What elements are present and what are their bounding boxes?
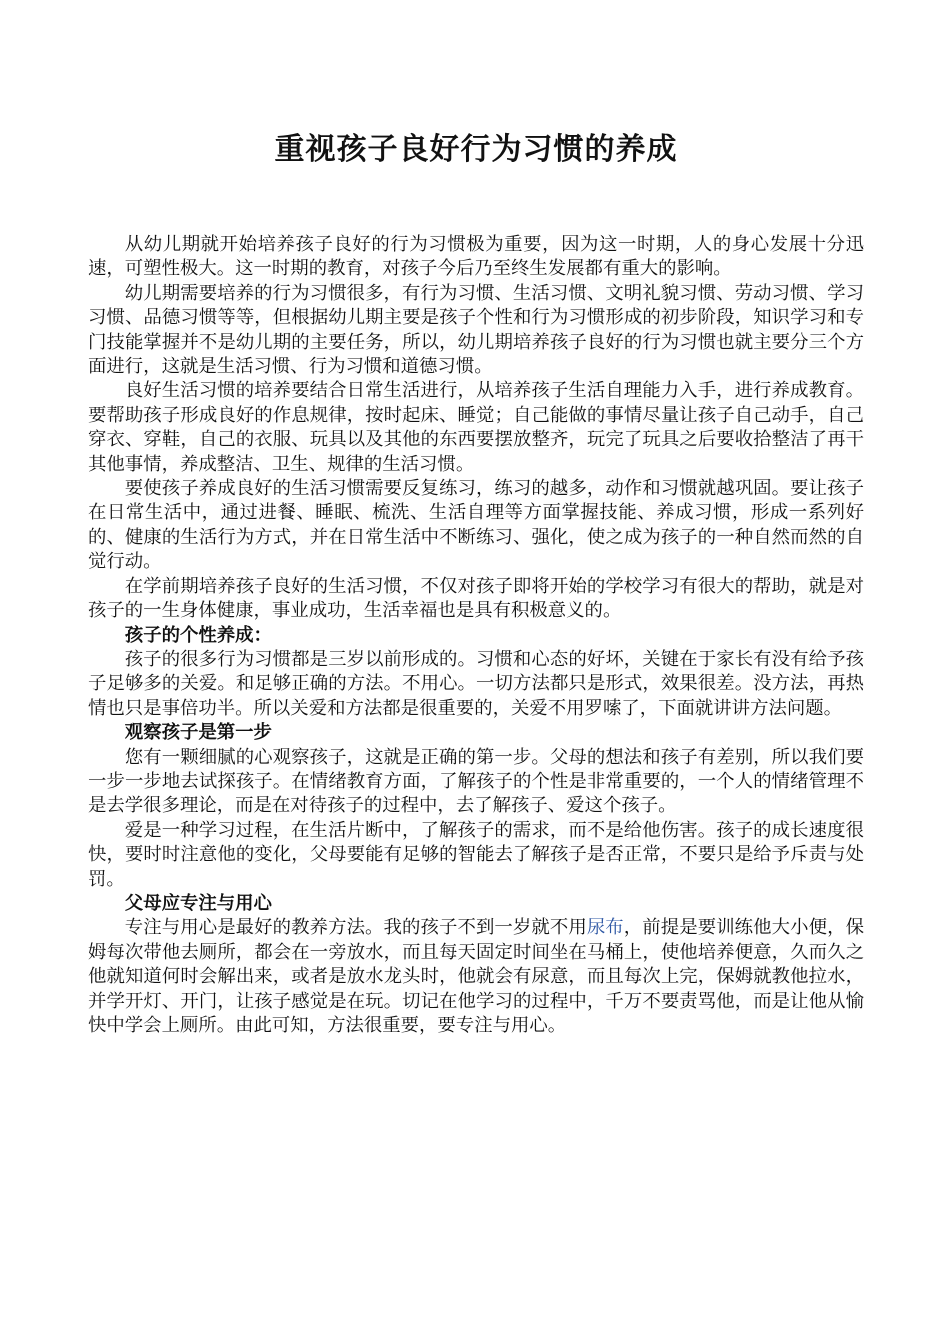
paragraph-habit-types: 幼儿期需要培养的行为习惯很多，有行为习惯、生活习惯、文明礼貌习惯、劳动习惯、学习习惯、品德习惯等等，但根据幼儿期主要是孩子个性和行为习惯形成的初步阶段，知识学习和专门技能掌握并不是幼儿期的主要任务，所以，幼儿期培养孩子良好的行为习惯也就主要分三个方面进行，这就是生活习惯、行为习惯和道德习惯。 [88, 282, 864, 378]
paragraph-observe: 您有一颗细腻的心观察孩子，这就是正确的第一步。父母的想法和孩子有差别，所以我们要一步一步地去试探孩子。在情绪教育方面，了解孩子的个性是非常重要的，一个人的情绪管理不是去学很多理论，而是在对待孩子的过程中，去了解孩子、爱这个孩子。 [88, 746, 864, 817]
section-heading-personality: 孩子的个性养成： [124, 624, 272, 646]
section-heading-observe: 观察孩子是第一步 [124, 722, 272, 744]
paragraph-preschool: 在学前期培养孩子良好的生活习惯，不仅对孩子即将开始的学校学习有很大的帮助，就是对孩子的一生身体健康，事业成功，生活幸福也是具有积极意义的。 [88, 575, 864, 622]
paragraph-focus [88, 916, 864, 1038]
diaper-link[interactable]: 尿布 [586, 917, 624, 939]
paragraph-love: 爱是一种学习过程，在生活片断中，了解孩子的需求，而不是给他伤害。孩子的成长速度很快，要时时注意他的变化，父母要能有足够的智能去了解孩子是否正常，不要只是给予斥责与处罚。 [88, 819, 864, 890]
paragraph-focus-text-before: 专注与用心是最好的教养方法。我的孩子不到一岁就不用 [124, 917, 587, 939]
paragraph-intro: 从幼儿期就开始培养孩子良好的行为习惯极为重要，因为这一时期，人的身心发展十分迅速，可塑性极大。这一时期的教育，对孩子今后乃至终生发展都有重大的影响。 [88, 234, 864, 280]
paragraph-focus-text-after: ，前提是要训练他大小便，保姆每次带他去厕所，都会在一旁放水，而且每天固定时间坐在马桶上，使他培养便意，久而久之他就知道何时会解出来，或者是放水龙头时，他就会有尿意，而且每次上完，保姆就教他拉水，并学开灯、开门，让孩子感觉是在玩。切记在他学习的过程中，千万不要责骂他，而是让他从愉快中学会上厕所。由此可知，方法很重要，要专注与用心。 [88, 917, 864, 1036]
paragraph-living-habits: 良好生活习惯的培养要结合日常生活进行，从培养孩子生活自理能力入手，进行养成教育。要帮助孩子形成良好的作息规律，按时起床、睡觉；自己能做的事情尽量让孩子自己动手，自己穿衣、穿鞋，自己的衣服、玩具以及其他的东西要摆放整齐，玩完了玩具之后要收拾整洁了再干其他事情，养成整洁、卫生、规律的生活习惯。 [88, 380, 864, 475]
document-body [88, 233, 864, 1038]
paragraph-practice: 要使孩子养成良好的生活习惯需要反复练习，练习的越多，动作和习惯就越巩固。要让孩子在日常生活中，通过进餐、睡眠、梳洗、生活自理等方面掌握技能、养成习惯，形成一系列好的、健康的生活行为方式，并在日常生活中不断练习、强化，使之成为孩子的一种自然而然的自觉行动。 [88, 478, 864, 573]
document-title: 重视孩子良好行为习惯的养成 [274, 132, 678, 167]
section-heading-focus: 父母应专注与用心 [124, 892, 272, 914]
document-page [88, 128, 864, 1038]
paragraph-personality: 孩子的很多行为习惯都是三岁以前形成的。习惯和心态的好坏，关键在于家长有没有给予孩子足够多的关爱。和足够正确的方法。不用心。一切方法都只是形式，效果很差。没方法，再热情也只是事倍功半。所以关爱和方法都是很重要的，关爱不用罗嗦了，下面就讲讲方法问题。 [88, 648, 864, 719]
